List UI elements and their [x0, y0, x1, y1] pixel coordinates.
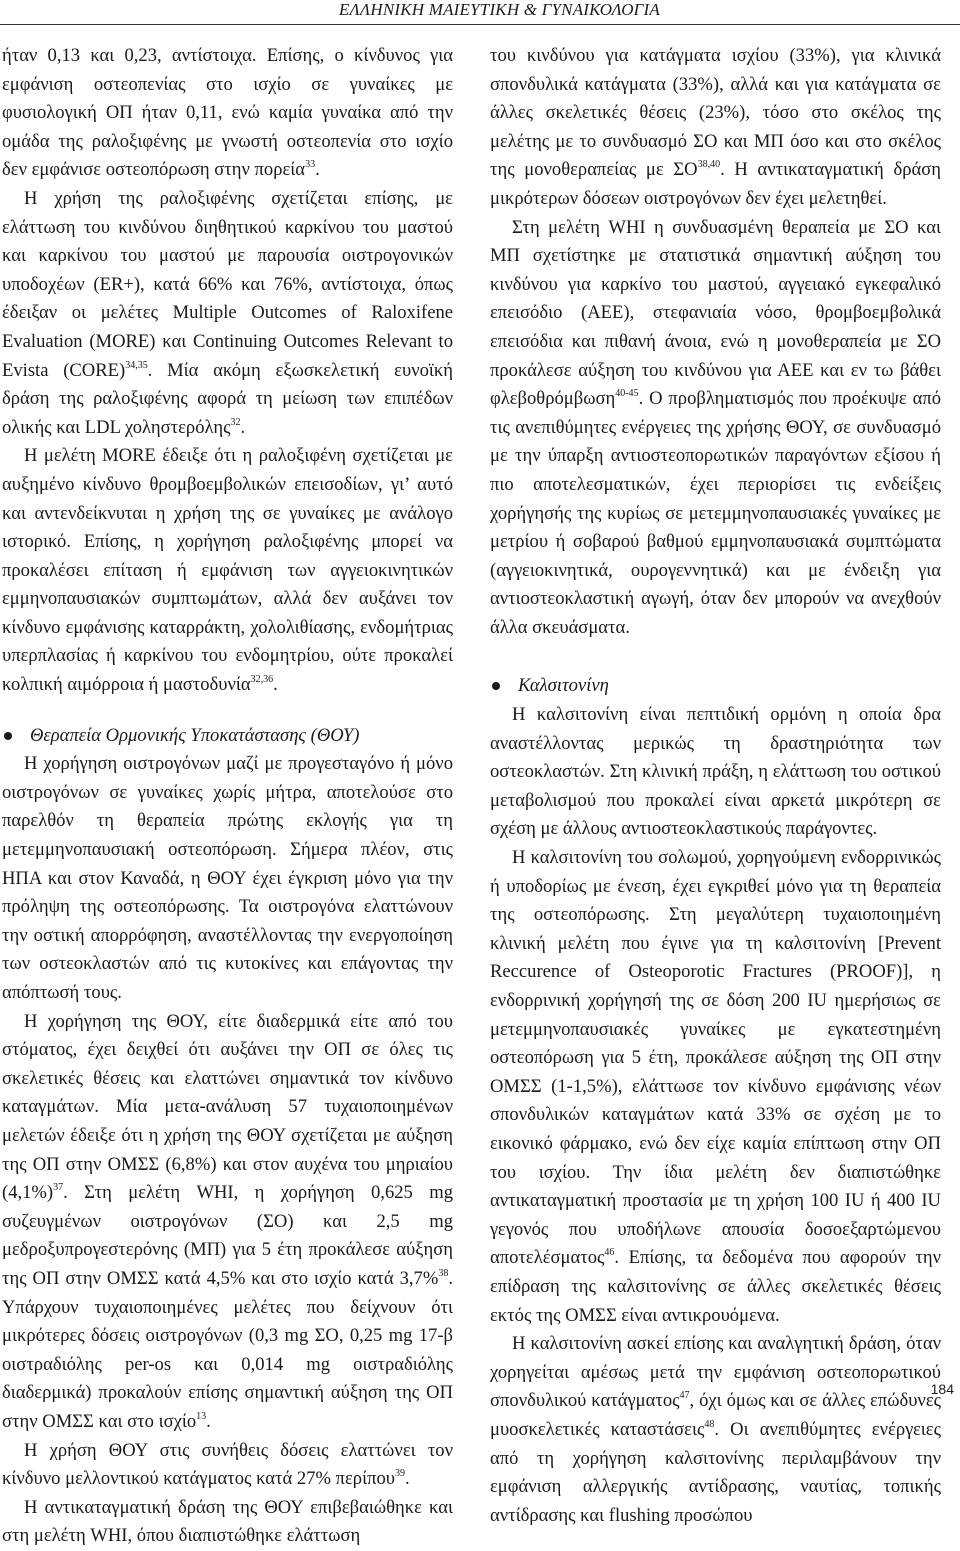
bullet-icon [492, 682, 500, 690]
reference: 32,36 [250, 674, 274, 686]
reference: 34,35 [125, 359, 148, 371]
section-heading-text: Θεραπεία Ορμονικής Υποκατάστασης (ΘΟΥ) [30, 724, 360, 746]
text-run: Η χορήγηση της ΘΟΥ, είτε διαδερμικά είτε από του στόματος, έχει δειχθεί ότι αυξάνει την ΟΠ σε όλες τις σκελετικές θέσεις και ελαττώνει σημαντικά τον κίνδυνο καταγμάτων. Μία μετα-ανάλυση 57 τυχαιοποιημένων μελετών έδειξε ότι η χρήση της ΘΟΥ σχετίζεται με αύξηση της ΟΠ στην ΟΜΣΣ (6,8%) και στον αυχένα του μηριαίου (4,1%) [2, 1010, 453, 1204]
reference: 39 [394, 1468, 405, 1480]
text-run: του κινδύνου για κατάγματα ισχίου (33%), για κλινικά σπονδυλικά κατάγματα (33%), αλλά και για κατάγματα σε άλλες σκελετικές θέσεις (23%), τόσο στο σκέλος της μελέτης με το συνδυασμό ΣΟ και ΜΠ όσο και στο σκέλος της μονοθεραπείας με ΣΟ [490, 45, 941, 181]
reference: 37 [53, 1182, 64, 1194]
reference: 38,40 [697, 159, 721, 171]
right-paragraph-1 [490, 42, 941, 214]
text-run: . [206, 1410, 211, 1432]
text-run: ήταν 0,13 και 0,23, αντίστοιχα. Επίσης, ο κίνδυνος για εμφάνιση οστεοπενίας στο ισχίο σε γυναίκες με φυσιολογική ΟΠ ήταν 0,11, ενώ καμία γυναίκα από την ομάδα της ραλοξιφένης με γνωστή οστεοπενία στο ισχίο δεν εμφάνισε οστεοπόρωση στην πορεία [2, 45, 453, 181]
section-heading-calcitonin [490, 672, 941, 701]
text-run: . Επίσης, τα δεδομένα που αφορούν την επίδραση της καλσιτονίνης σε άλλες σκελετικές θέσεις εκτός της ΟΜΣΣ είναι αντικρουόμενα. [490, 1247, 941, 1326]
left-paragraph-7: Η αντικαταγματική δράση της ΘΟΥ επιβεβαιώθηκε και στη μελέτη WHI, όπου διαπιστώθηκε ελάττωση [2, 1496, 453, 1547]
section-heading-text: Καλσιτονίνη [518, 675, 609, 697]
section-heading-hrt [2, 722, 453, 751]
left-column [2, 42, 453, 1551]
text-run: . [273, 674, 278, 696]
text-run: . Ο προβληματισμός που προέκυψε από τις ανεπιθύμητες ενέργειες της χρήσης ΘΟΥ, σε συνδυασμό με την ύπαρξη αντιοστεοπορωτικών παραγόντων εξίσου ή πιο αποτελεσματικών, έχει περιορίσει τις ενδείξεις χορήγησής της κυρίως σε μετεμμηνοπαυσιακές γυναίκες με μετρίου ή σοβαρού βαθμού εμμηνοπαυσιακά συμπτώματα (αγγειοκινητικά, ουρογεννητικά) και με ένδειξη για αντιοστεοκλαστική αγωγή, όταν δεν μπορούν να ανεχθούν άλλα σκευάσματα. [490, 388, 941, 638]
reference: 13 [196, 1410, 207, 1422]
left-paragraph-3 [2, 442, 453, 699]
text-run: Η χρήση ΘΟΥ στις συνήθεις δόσεις ελαττώνει τον κίνδυνο μελλοντικού κατάγματος κατά 27% περίπου [2, 1439, 453, 1490]
right-paragraph-2 [490, 214, 941, 643]
reference: 40-45 [615, 388, 639, 400]
left-paragraph-6 [2, 1437, 453, 1494]
text-run: Η καλσιτονίνη ασκεί επίσης και αναλγητική δράση, όταν χορηγείται αμέσως μετά την εμφάνιση οστεοπορωτικού σπονδυλικού κατάγματος [490, 1333, 941, 1412]
text-run: . Υπάρχουν τυχαιοποιημένες μελέτες που δείχνουν ότι μικρότερες δόσεις οιστρογόνων (0,3 mg ΣΟ, 0,25 mg 17-β οιστραδιόλης per-os και 0,014 mg οιστραδιόλης διαδερμικά) προκαλούν επίσης σημαντική αύξηση της ΟΠ στην ΟΜΣΣ και στο ισχίο [2, 1267, 453, 1432]
text-run: . [240, 416, 246, 438]
page-number: 184 [930, 1381, 954, 1397]
reference: 48 [704, 1418, 715, 1430]
text-run: . [315, 159, 320, 181]
reference: 32 [230, 416, 241, 428]
right-paragraph-4 [490, 844, 941, 1330]
text-run: Η μελέτη MORE έδειξε ότι η ραλοξιφένη σχετίζεται με αυξημένο κίνδυνο θρομβοεμβολικών επεισοδίων, γι’ αυτό και αντενδείκνυται η χρήση της σε γυναίκες με ανάλογο ιστορικό. Επίσης, η χορήγηση ραλοξιφένης μπορεί να προκαλέσει επίταση ή εμφάνιση των αγγειοκινητικών εμμηνοπαυσιακών συμπτωμάτων, αλλά δεν αυξάνει τον κίνδυνο εμφάνισης καταρράκτη, χολολιθίασης, ενδομήτριας υπερπλασίας ή καρκίνου του ενδομητρίου, ούτε προκαλεί κολπική αιμόρροια ή μαστοδυνία [2, 445, 453, 696]
text-run: , όχι όμως και σε άλλες επώδυνες μυοσκελετικές καταστάσεις [490, 1390, 941, 1440]
left-paragraph-5 [2, 1008, 453, 1437]
right-column [490, 42, 941, 1530]
bullet-icon [4, 732, 12, 740]
reference: 47 [679, 1390, 690, 1402]
right-paragraph-3: Η καλσιτονίνη είναι πεπτιδική ορμόνη η οποία δρα αναστέλλοντας μερικώς τη δραστηριότητα των οστεοκλαστών. Στη κλινική πράξη, η ελάττωση του οστικού μεταβολισμού που προκαλεί είναι αρκετά μικρότερη σε σχέση με άλλους αντιοστεοκλαστικούς παράγοντες. [490, 704, 941, 840]
left-paragraph-1 [2, 42, 453, 185]
header-rule [0, 24, 960, 25]
text-run: . Οι ανεπιθύμητες ενέργειες από τη χορήγηση καλσιτονίνης περιλαμβάνουν την εμφάνιση αλλεργικής αντίδρασης, ναυτίας, τοπικής αντίδρασης και flushing προσώπου [490, 1418, 941, 1526]
text-run: Στη μελέτη WHI η συνδυασμένη θεραπεία με ΣΟ και ΜΠ σχετίστηκε με στατιστικά σημαντική αύξηση του κινδύνου για καρκίνο του μαστού, αγγειακό εγκεφαλικό επεισόδιο (ΑΕΕ), στεφανιαία νόσο, θρομβοεμβολικά επεισόδια και πιθανή άνοια, ενώ η μονοθεραπεία με ΣΟ προκάλεσε αύξηση του κινδύνου για ΑΕΕ και εν τω βάθει φλεβοθρόμβωση [490, 216, 941, 410]
left-paragraph-4: Η χορήγηση οιστρογόνων μαζί με προγεσταγόνο ή μόνο οιστρογόνων σε γυναίκες χωρίς μήτρα, αποτελούσε στο παρελθόν τη θεραπεία πρώτης εκλογής για τη μετεμμηνοπαυσιακή οστεοπόρωση. Σήμερα πλέον, στις ΗΠΑ και στον Καναδά, η ΘΟΥ έχει έγκριση μόνο για την πρόληψη της οστεοπόρωσης. Τα οιστρογόνα ελαττώνουν την οστική απορρόφηση, αναστέλλοντας την ενεργοποίηση των οστεοκλαστών από τις κυτοκίνες και επάγοντας την απόπτωσή τους. [2, 753, 453, 1003]
text-run: . Η αντικαταγματική δράση μικρότερων δόσεων οιστρογόνων δεν έχει μελετηθεί. [490, 159, 941, 209]
reference: 38 [438, 1267, 449, 1279]
reference: 46 [604, 1247, 615, 1259]
journal-title[interactable]: ΕΛΛΗΝΙΚΗ ΜΑΙΕΥΤΙΚΗ & ΓΥΝΑΙΚΟΛΟΓΙΑ [338, 0, 660, 19]
right-paragraph-5 [490, 1330, 941, 1530]
text-run: Η καλσιτονίνη του σολωμού, χορηγούμενη ενδορρινικώς ή υποδορίως με ένεση, έχει εγκριθεί μόνο για τη θεραπεία της οστεοπόρωσης. Στη μεγαλύτερη τυχαιοποιημένη κλινική μελέτη που έγινε για τη καλσιτονίνη [Prevent Reccurence of Osteoporotic Fractures (PROOF)], η ενδορρινική χορήγησή της σε δόση 200 IU ημερήσιως σε μετεμμηνοπαυσιακές γυναίκες με εγκατεστημένη οστεοπόρωση για 5 έτη, προκάλεσε αύξηση της ΟΠ στην ΟΜΣΣ (1-1,5%), ελάττωσε τον κίνδυνο εμφάνισης νέων σπονδυλικών καταγμάτων κατά 33% σε σχέση με το εικονικό φάρμακο, ενώ δεν είχε καμία επίπτωση στην ΟΠ του ισχίου. Την ίδια μελέτη δεν διαπιστώθηκε αντικαταγματική προστασία με τη χρήση 100 IU ή 400 IU γεγονός που υποδήλωνε απουσία δοσοεξαρτώμενου αποτελέσματος [490, 847, 941, 1269]
text-run: . Στη μελέτη WHI, η χορήγηση 0,625 mg συζευγμένων οιστρογόνων (ΣΟ) και 2,5 mg μεδροξυπρογεστερόνης (ΜΠ) για 5 έτη προκάλεσε αύξηση της ΟΠ στην ΟΜΣΣ κατά 4,5% και στο ισχίο κατά 3,7% [2, 1182, 453, 1289]
text-run: . Μία ακόμη εξωσκελετική ευνοϊκή δράση της ραλοξιφένης αφορά τη μείωση των επιπέδων ολικής και LDL χοληστερόλης [2, 359, 453, 438]
text-run: Η χρήση της ραλοξιφένης σχετίζεται επίσης, με ελάττωση του κινδύνου διηθητικού καρκίνου του μαστού και καρκίνου του μαστού με παρουσία οιστρογονικών υποδοχέων (ER+), κατά 66% και 76%, αντίστοιχα, όπως έδειξαν οι μελέτες Multiple Outcomes of Raloxifene Evaluation (MORE) και Continuing Outcomes Relevant to Evista (CORE) [2, 187, 453, 381]
reference: 33 [305, 159, 316, 171]
left-paragraph-2 [2, 185, 453, 442]
text-run: . [404, 1468, 410, 1490]
